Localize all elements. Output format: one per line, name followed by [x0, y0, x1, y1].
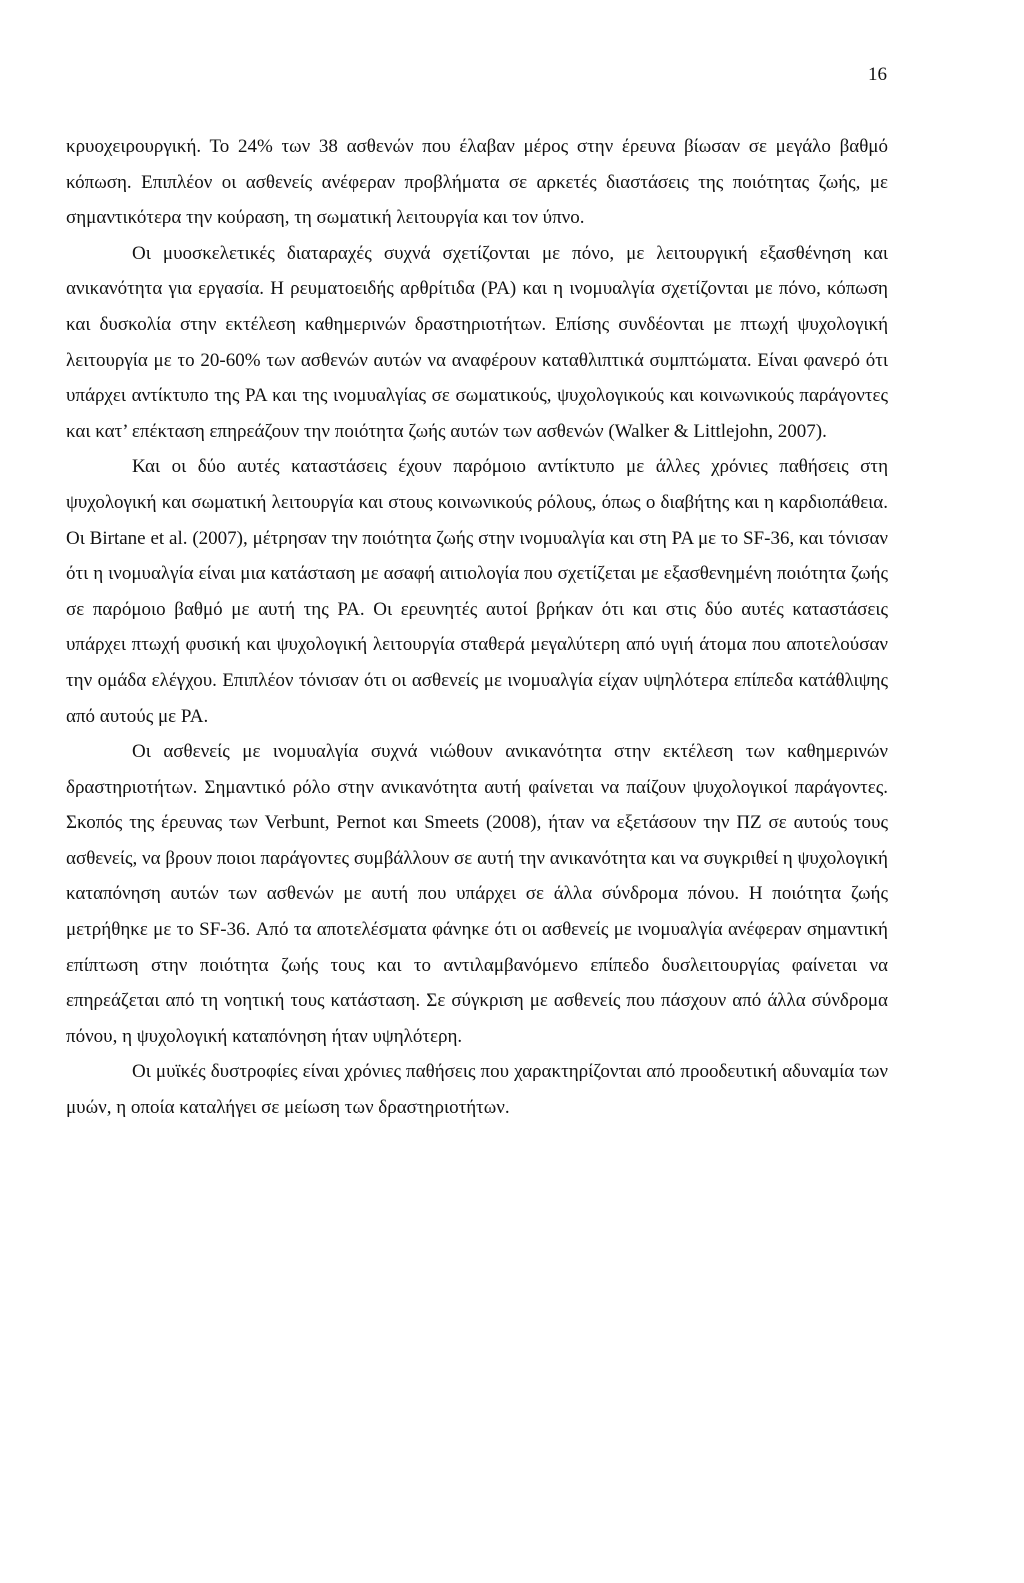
page-number: 16: [868, 64, 887, 85]
paragraph-4: Οι ασθενείς με ινομυαλγία συχνά νιώθουν ανικανότητα στην εκτέλεση των καθημερινών δραστηριοτήτων. Σημαντικό ρόλο στην ανικανότητα αυτή φαίνεται να παίζουν ψυχολογικοί παράγοντες. Σκοπός της έρευνας των Verbunt, Pernot και Smeets (2008), ήταν να εξετάσουν την ΠΖ σε αυτούς τους ασθενείς, να βρουν ποιοι παράγοντες συμβάλλουν σε αυτή την ανικανότητα και να συγκριθεί η ψυχολογική καταπόνηση αυτών των ασθενών με αυτή που υπάρχει σε άλλα σύνδρομα πόνου. Η ποιότητα ζωής μετρήθηκε με το SF-36. Από τα αποτελέσματα φάνηκε ότι οι ασθενείς με ινομυαλγία ανέφεραν σημαντική επίπτωση στην ποιότητα ζωής τους και το αντιλαμβανόμενο επίπεδο δυσλειτουργίας φαίνεται να επηρεάζεται από τη νοητική τους κατάσταση. Σε σύγκριση με ασθενείς που πάσχουν από άλλα σύνδρομα πόνου, η ψυχολογική καταπόνηση ήταν υψηλότερη.: [66, 741, 888, 1047]
paragraph-5: Οι μυϊκές δυστροφίες είναι χρόνιες παθήσεις που χαρακτηρίζονται από προοδευτική αδυναμία των μυών, η οποία καταλήγει σε μείωση των δραστηριοτήτων.: [66, 1061, 888, 1119]
paragraph-3: Και οι δύο αυτές καταστάσεις έχουν παρόμοιο αντίκτυπο με άλλες χρόνιες παθήσεις στη ψυχολογική και σωματική λειτουργία και στους κοινωνικούς ρόλους, όπως ο διαβήτης και η καρδιοπάθεια. Οι Birtane et al. (2007), μέτρησαν την ποιότητα ζωής στην ινομυαλγία και στη ΡΑ με το SF-36, και τόνισαν ότι η ινομυαλγία είναι μια κατάσταση με ασαφή αιτιολογία που σχετίζεται με εξασθενημένη ποιότητα ζωής σε παρόμοιο βαθμό με αυτή της ΡΑ. Οι ερευνητές αυτοί βρήκαν ότι και στις δύο αυτές καταστάσεις υπάρχει πτωχή φυσική και ψυχολογική λειτουργία σταθερά μεγαλύτερη από υγιή άτομα που αποτελούσαν την ομάδα ελέγχου. Επιπλέον τόνισαν ότι οι ασθενείς με ινομυαλγία είχαν υψηλότερα επίπεδα κατάθλιψης από αυτούς με ΡΑ.: [66, 456, 888, 727]
body-text: [66, 129, 888, 1126]
paragraph-1: κρυοχειρουργική. Το 24% των 38 ασθενών που έλαβαν μέρος στην έρευνα βίωσαν σε μεγάλο βαθμό κόπωση. Επιπλέον οι ασθενείς ανέφεραν προβλήματα σε αρκετές διαστάσεις της ποιότητας ζωής, με σημαντικότερα την κούραση, τη σωματική λειτουργία και τον ύπνο.: [66, 136, 888, 229]
paragraph-2: Οι μυοσκελετικές διαταραχές συχνά σχετίζονται με πόνο, με λειτουργική εξασθένηση και ανικανότητα για εργασία. Η ρευματοειδής αρθρίτιδα (ΡΑ) και η ινομυαλγία σχετίζονται με πόνο, κόπωση και δυσκολία στην εκτέλεση καθημερινών δραστηριοτήτων. Επίσης συνδέονται με πτωχή ψυχολογική λειτουργία με το 20-60% των ασθενών αυτών να αναφέρουν καταθλιπτικά συμπτώματα. Είναι φανερό ότι υπάρχει αντίκτυπο της ΡΑ και της ινομυαλγίας σε σωματικούς, ψυχολογικούς και κοινωνικούς παράγοντες και κατ’ επέκταση επηρεάζουν την ποιότητα ζωής αυτών των ασθενών (Walker & Littlejohn, 2007).: [66, 242, 888, 442]
